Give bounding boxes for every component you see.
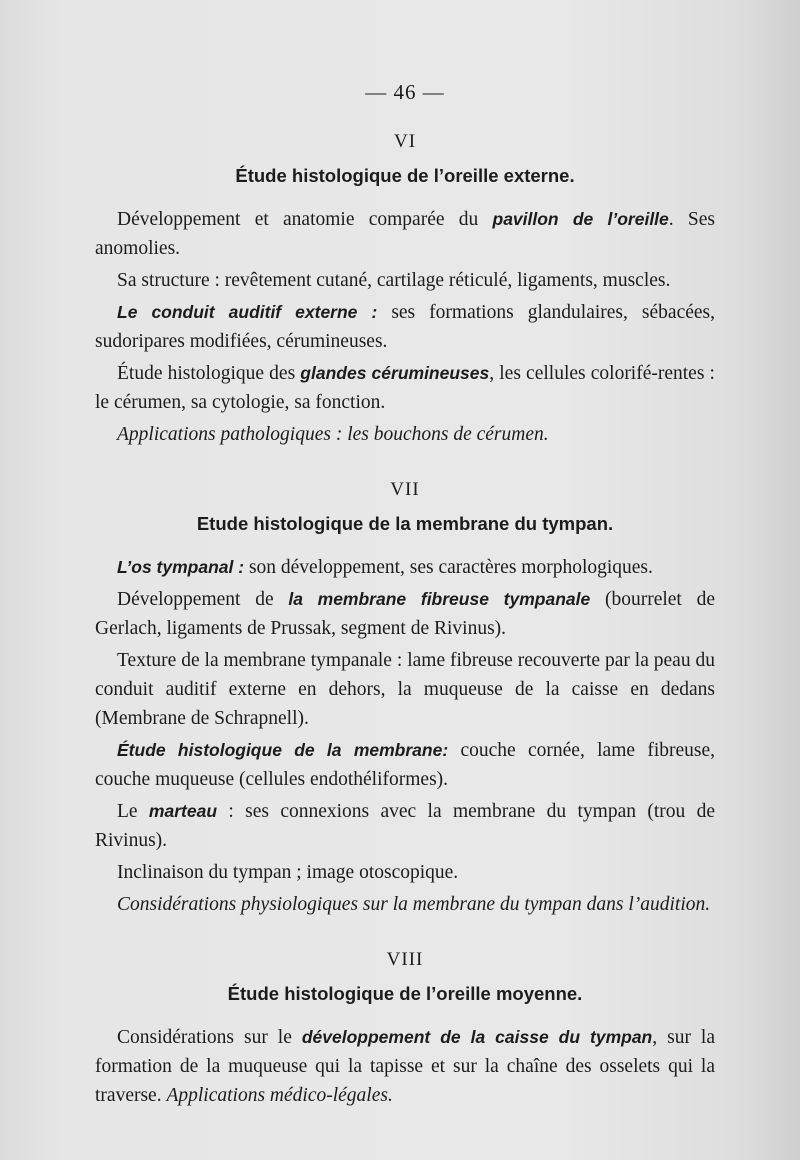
section-number: VII (390, 479, 420, 500)
paragraph: Le marteau : ses connexions avec la membrane du tympan (trou de Rivinus). (95, 801, 715, 851)
paragraph: Développement et anatomie comparée du pavillon de l’oreille. Ses anomolies. (95, 209, 715, 259)
paragraph: Développement de la membrane fibreuse tympanale (bourrelet de Gerlach, ligaments de Prussak, segment de Rivinus). (95, 589, 715, 639)
section-heading: Etude histologique de la membrane du tympan. (196, 513, 614, 534)
paragraph: Sa structure : revêtement cutané, cartilage réticulé, ligaments, muscles. (117, 270, 671, 291)
paragraph: Applications pathologiques : les bouchons de cérumen. (117, 424, 549, 445)
paragraph: Étude histologique des glandes cérumineuses, les cellules colorifé-rentes : le cérumen, sa cytologie, sa fonction. (95, 363, 715, 413)
section-number: VIII (386, 949, 424, 970)
section-viii (95, 949, 715, 1110)
section-number: VI (393, 131, 417, 152)
section-vii (95, 479, 715, 919)
page-content (95, 80, 715, 1140)
section-vi (95, 131, 715, 449)
section-heading: Étude histologique de l’oreille moyenne. (227, 983, 583, 1004)
paragraph: Texture de la membrane tympanale : lame fibreuse recouverte par la peau du conduit auditif externe en dehors, la muqueuse de la caisse en dedans (Membrane de Schrapnell). (95, 650, 715, 729)
paragraph: L’os tympanal : son développement, ses caractères morphologiques. (117, 557, 653, 578)
page-number: — 46 — (365, 80, 445, 104)
paragraph: Étude histologique de la membrane: couche cornée, lame fibreuse, couche muqueuse (cellules endothéliformes). (95, 740, 715, 790)
paragraph: Inclinaison du tympan ; image otoscopique. (117, 862, 459, 883)
paragraph: Considérations physiologiques sur la membrane du tympan dans l’audition. (117, 894, 711, 915)
paragraph: Considérations sur le développement de la caisse du tympan, sur la formation de la muqueuse qui la tapisse et sur la chaîne des osselets qui la traverse. Applications médico-légales. (95, 1027, 716, 1106)
section-heading: Étude histologique de l’oreille externe. (235, 165, 575, 186)
paragraph: Le conduit auditif externe : ses formations glandulaires, sébacées, sudoripares modifiées, cérumineuses. (95, 302, 715, 352)
